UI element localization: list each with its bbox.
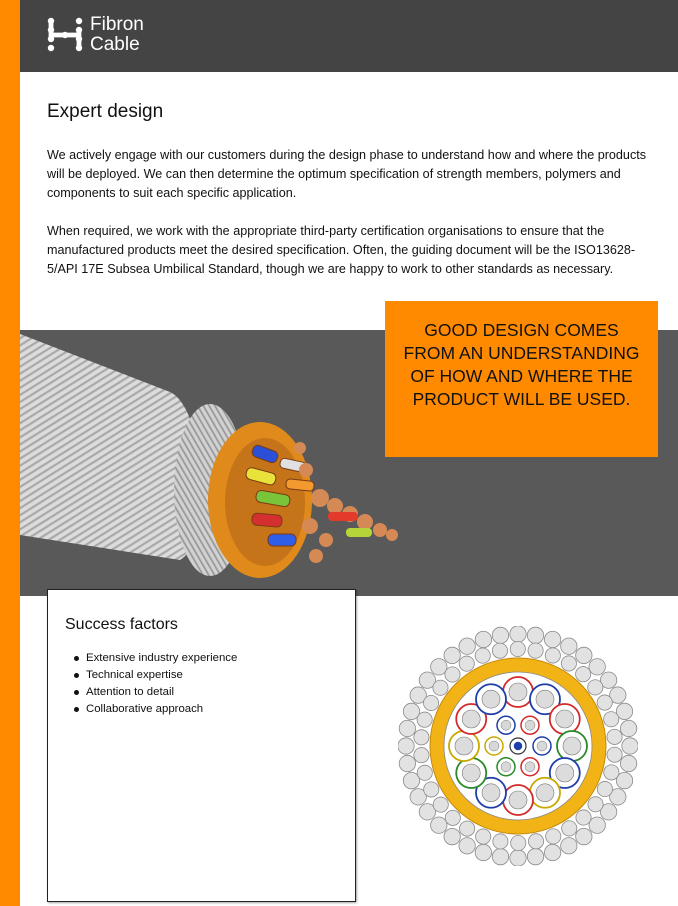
quote-text: GOOD DESIGN COMES FROM AN UNDERSTANDING OF HOW AND WHERE THE PRODUCT WILL BE USED. xyxy=(403,320,640,409)
success-factors-list xyxy=(66,650,237,718)
list-item: Collaborative approach xyxy=(66,701,237,718)
list-item: Technical expertise xyxy=(66,667,237,684)
umbilical-cable-photo xyxy=(20,330,410,596)
section-title: Expert design xyxy=(47,101,164,122)
brand-name-line1: Fibron xyxy=(90,14,144,35)
fibron-logo-icon xyxy=(47,17,83,53)
certification-paragraph: When required, we work with the appropriate third-party certification organisations to ensure that the manufactured products meet the desired specification. Often, the guiding document will be the ISO13628-5/API 17E Subsea Umbilical Standard, though we are happy to work to other standards as necessary. xyxy=(47,224,636,276)
accent-bar xyxy=(0,0,20,906)
success-factors-box xyxy=(47,589,356,902)
list-item: Extensive industry experience xyxy=(66,650,237,667)
list-item: Attention to detail xyxy=(66,684,237,701)
success-factors-title: Success factors xyxy=(65,616,178,633)
brand-name xyxy=(90,15,144,55)
brand-name-line2: Cable xyxy=(90,34,140,55)
intro-paragraph: We actively engage with our customers during the design phase to understand how and where the products will be deployed. We can then determine the optimum specification of strength members, polymers and components to suit each specific application. xyxy=(47,148,647,200)
quote-callout xyxy=(385,301,658,457)
cable-cross-section-diagram xyxy=(398,626,638,866)
page-header xyxy=(20,0,678,72)
